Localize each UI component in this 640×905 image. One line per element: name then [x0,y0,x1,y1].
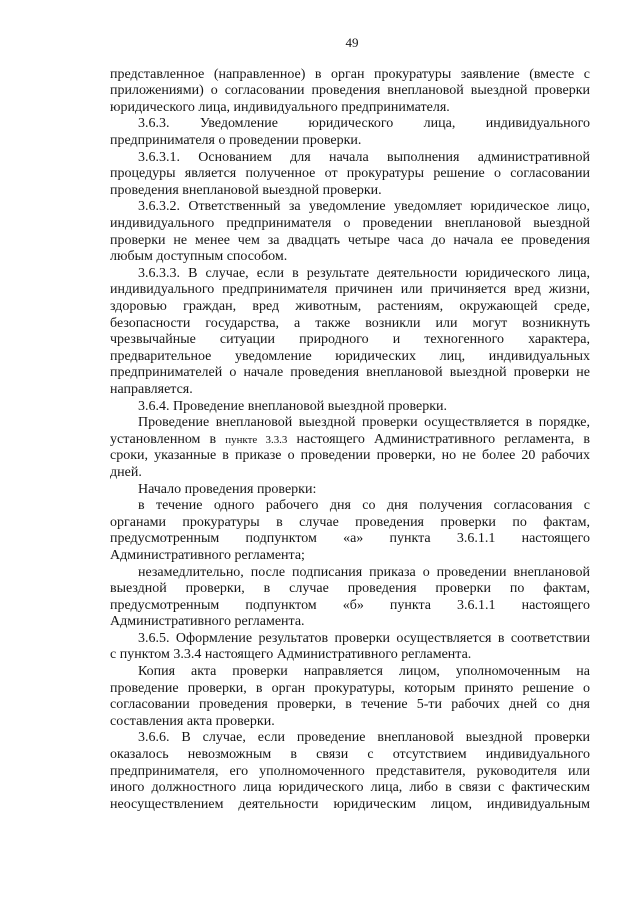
paragraph [110,266,590,399]
text-line: предпринимателя о проведении проверки. [110,133,362,149]
text-line: с пунктом 3.3.4 настоящего Административного регламента. [110,647,472,663]
text-line: Административного регламента. [110,614,305,630]
text-line: предпринимателей о начале проведения внеплановой выездной проверки не [110,365,590,381]
text-line: 3.6.4. Проведение внеплановой выездной проверки. [138,398,448,414]
clause-reference: пункте 3.3.3 [225,433,288,446]
paragraph [110,116,590,149]
text-line: сроки, указанные в приказе о проведении проверки, но не более 20 рабочих [110,448,590,464]
text-line: выездной проверки, в случае проведения проверки по фактам, [110,581,590,597]
page-number: 49 [345,35,359,50]
text-line: безопасности государства, а также возникли или могут возникнуть [110,315,590,331]
paragraph [110,199,590,265]
text-line: Копия акта проверки направляется лицом, уполномоченным на [138,664,590,680]
text-line: предпринимателя, его уполномоченного представителя, руководителя или [110,763,590,779]
text-line: проверки не менее чем за двадцать четыре часа до начала ее проведения [110,232,590,248]
text-line: Административного регламента; [110,547,305,563]
text-line: Проведение внеплановой выездной проверки осуществляется в порядке, [138,415,590,431]
text-line: 3.6.3. Уведомление юридического лица, индивидуального [138,116,590,132]
text-line: индивидуального предпринимателя причинен или причиняется вред жизни, [110,282,590,298]
text-line: органами прокуратуры в случае проведения проверки по фактам, [110,514,590,530]
text-line: 3.6.3.1. Основанием для начала выполнения административной [138,149,590,165]
text-line: неосуществлением деятельности юридическим лицом, индивидуальным [110,796,590,812]
text-line: иного должностного лица юридического лица, либо в связи с фактическим [110,780,590,796]
text-line: в течение одного рабочего дня со дня получения согласования с [138,498,590,514]
paragraph [110,415,590,481]
text-line [110,432,590,449]
text-line: дней. [110,464,142,480]
text-line: незамедлительно, после подписания приказа о проведении внеплановой [138,564,590,580]
text-line: индивидуального предпринимателя о проведении внеплановой выездной [110,216,590,232]
text-line: 3.6.5. Оформление результатов проверки осуществляется в соответствии [138,630,590,646]
text-line: предварительное уведомление юридических лиц, индивидуальных [110,348,590,364]
text-line: проведения внеплановой выездной проверки. [110,182,382,198]
text-segment: настоящего Административного регламента, в [287,431,590,447]
text-line: предусмотренным подпунктом «б» пункта 3.6.1.1 настоящего [110,597,590,613]
paragraph [110,399,590,416]
text-line: 3.6.6. В случае, если проведение внеплановой выездной проверки [138,730,590,746]
paragraph [110,631,590,664]
text-line: 3.6.3.3. В случае, если в результате деятельности юридического лица, [138,265,590,281]
text-line: здоровью граждан, вред животным, растениям, окружающей среде, [110,299,590,314]
text-line: оказалось невозможным в связи с отсутствием индивидуального [110,747,590,763]
paragraph [110,67,590,117]
text-line: чрезвычайные ситуации природного и техногенного характера, [110,332,590,348]
document-body [110,67,590,814]
text-line: 3.6.3.2. Ответственный за уведомление уведомляет юридическое лицо, [138,199,590,215]
text-line: предусмотренным подпунктом «а» пункта 3.6.1.1 настоящего [110,531,590,547]
paragraph [110,498,590,564]
paragraph [110,664,590,730]
text-line: юридического лица, индивидуального предпринимателя. [110,99,450,115]
text-line: Начало проведения проверки: [138,481,317,497]
paragraph [110,150,590,200]
text-line: согласовании проведения проверки, в течение 5-ти рабочих дней со дня [110,697,590,713]
text-line: приложениями) о согласовании проведения внеплановой выездной проверки [110,83,590,99]
text-line: направляется. [110,381,193,397]
paragraph [110,730,590,813]
paragraph [110,482,590,499]
text-line: составления акта проверки. [110,713,275,729]
paragraph [110,565,590,631]
text-line: любым доступным способом. [110,249,288,265]
text-line: представленное (направленное) в орган прокуратуры заявление (вместе с [110,66,590,82]
text-line: проведение проверки, в орган прокуратуры, которым принято решение о [110,680,590,696]
text-line: процедуры является полученное от прокуратуры решение о согласовании [110,166,590,182]
text-segment: установленном в [110,431,226,447]
